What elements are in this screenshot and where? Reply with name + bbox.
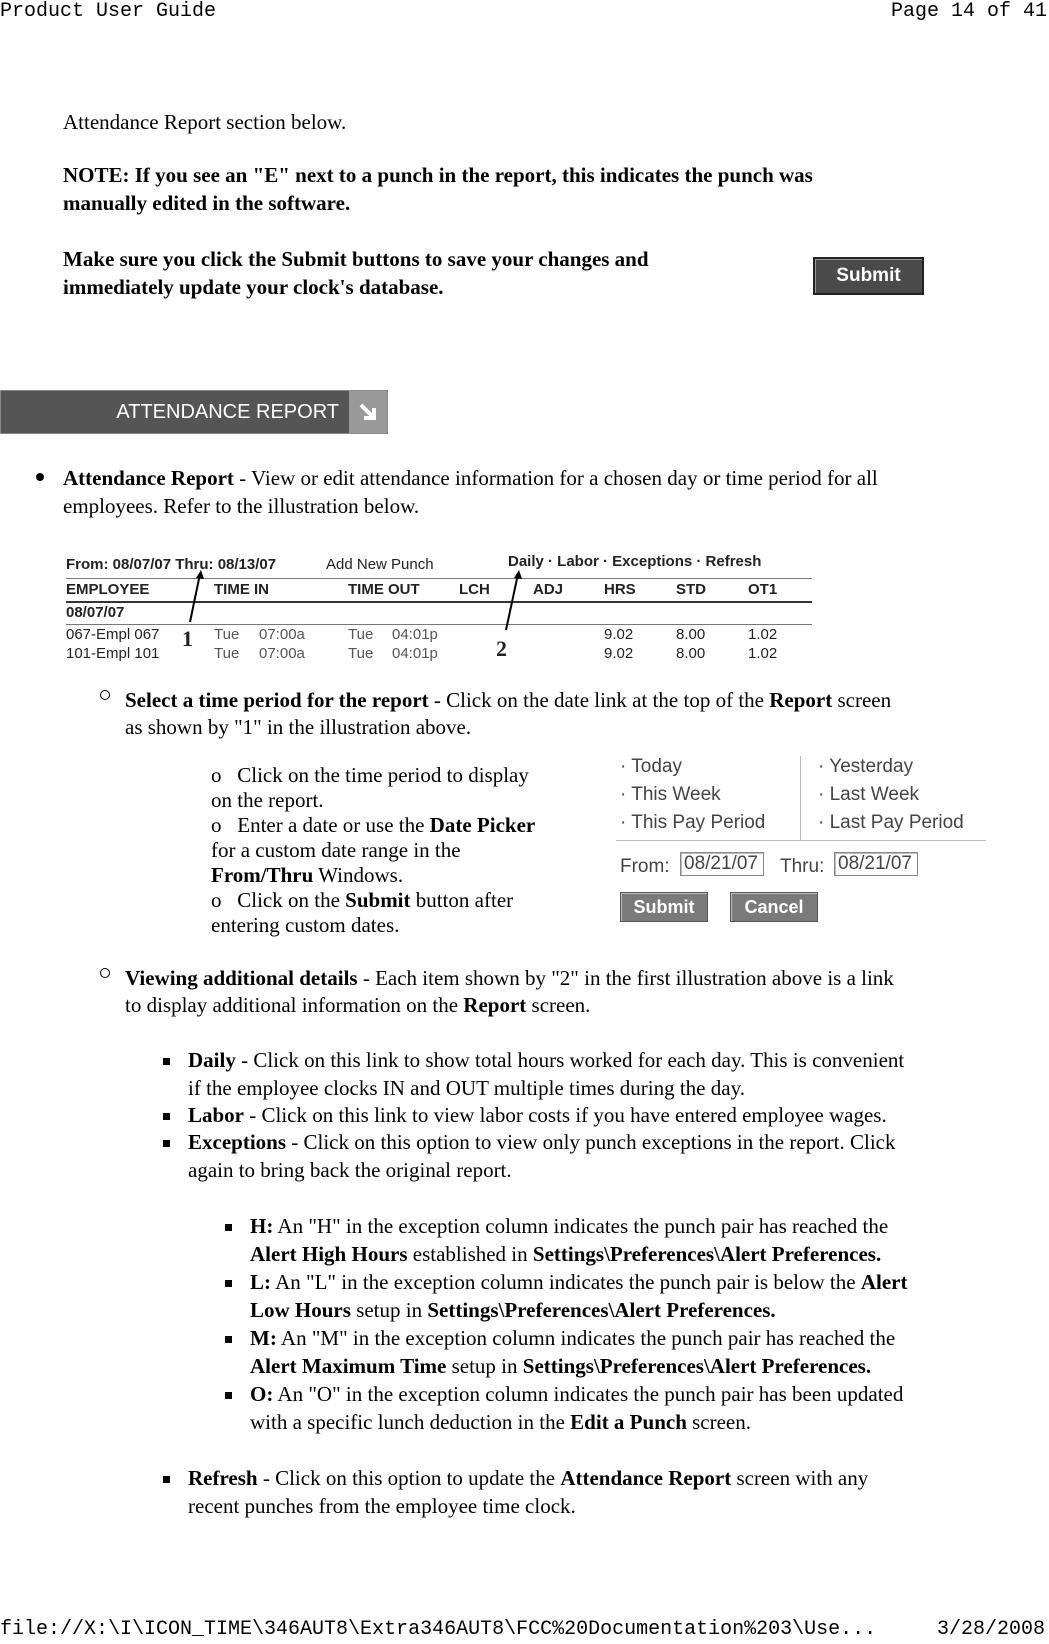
square-bullet-icon	[225, 1224, 232, 1231]
col-lch: LCH	[459, 581, 490, 598]
code-l-line-2: Low Hours setup in Settings\Preferences\Alert Preferences.	[250, 1298, 776, 1322]
submit-button-sample: Submit	[813, 257, 924, 295]
table-row: 067-Empl 067 Tue 07:00a Tue 04:01p 9.02 8.00 1.02	[66, 626, 778, 643]
thru-date-field: 08/21/07	[834, 852, 918, 876]
table-row: 101-Empl 101 Tue 07:00a Tue 04:01p 9.02 8.00 1.02	[66, 645, 778, 662]
square-bullet-icon	[163, 1476, 170, 1483]
period-yesterday: · Yesterday	[818, 756, 914, 777]
refresh-line-2: recent punches from the employee time clock.	[188, 1494, 576, 1518]
doc-title: Product User Guide	[0, 0, 217, 23]
period-today: · Today	[620, 756, 682, 777]
add-new-punch-link: Add New Punch	[326, 556, 434, 573]
footer-path: file://X:\I\ICON_TIME\346AUT8\Extra346AUT8\FCC%20Documentation%203\Use...	[0, 1618, 877, 1641]
period-this-pay-period: · This Pay Period	[620, 812, 766, 833]
code-o-line-1: O: An "O" in the exception column indicates the punch pair has been updated	[250, 1382, 904, 1406]
intro-line: Attendance Report section below.	[63, 110, 347, 134]
col-employee: EMPLOYEE	[66, 581, 150, 598]
arrow-down-right-icon	[349, 391, 387, 433]
circle-bullet-icon	[100, 968, 110, 978]
bullet-icon	[36, 473, 44, 481]
period-this-week: · This Week	[620, 784, 721, 805]
exceptions-line-1: Exceptions - Click on this option to view only punch exceptions in the report. Click	[188, 1130, 896, 1154]
callout-2: 2	[496, 636, 507, 661]
report-date-row: 08/07/07	[66, 604, 125, 621]
attendance-report-desc-2: employees. Refer to the illustration below.	[63, 494, 420, 518]
attendance-report-term: Attendance Report	[63, 466, 234, 490]
period-last-week: · Last Week	[818, 784, 920, 805]
square-bullet-icon	[163, 1058, 170, 1065]
thru-label: Thru:	[780, 856, 825, 877]
code-h-line-2: Alert High Hours established in Settings\Preferences\Alert Preferences.	[250, 1242, 882, 1266]
viewing-line-1: Viewing additional details - Each item shown by "2" in the first illustration above is a link	[125, 966, 894, 990]
note-line-2: manually edited in the software.	[63, 191, 351, 215]
callout-arrows	[66, 552, 812, 664]
submit-note-1: Make sure you click the Submit buttons to save your changes and	[63, 247, 649, 271]
submit-note-2: immediately update your clock's database.	[63, 275, 444, 299]
date-picker-cancel: Cancel	[730, 892, 818, 922]
labor-line: Labor - Click on this link to view labor costs if you have entered employee wages.	[188, 1103, 887, 1127]
daily-line-2: if the employee clocks IN and OUT multiple times during the day.	[188, 1076, 745, 1100]
daily-line-1: Daily - Click on this link to show total hours worked for each day. This is convenient	[188, 1048, 905, 1072]
square-bullet-icon	[163, 1140, 170, 1147]
callout-1: 1	[182, 626, 193, 651]
from-date-field: 08/21/07	[680, 852, 764, 876]
square-bullet-icon	[225, 1392, 232, 1399]
from-label: From:	[620, 856, 670, 877]
select-period-steps: o Click on the time period to display on the report. o Enter a date or use the Date Picker for a custom date range in the From/Thru Windows. o Click on the Submit button after entering custom dates.	[211, 763, 536, 937]
code-h-line-1: H: An "H" in the exception column indicates the punch pair has reached the	[250, 1214, 889, 1238]
col-time-in: TIME IN	[214, 581, 269, 598]
refresh-line-1: Refresh - Click on this option to update the Attendance Report screen with any	[188, 1466, 869, 1490]
code-m-line-1: M: An "M" in the exception column indicates the punch pair has reached the	[250, 1326, 896, 1350]
square-bullet-icon	[225, 1336, 232, 1343]
note-line-1: NOTE: If you see an "E" next to a punch in the report, this indicates the punch was	[63, 163, 813, 187]
attendance-report-banner	[0, 390, 388, 434]
circle-bullet-icon	[100, 690, 110, 700]
date-picker-illustration	[616, 754, 986, 930]
report-view-links: Daily · Labor · Exceptions · Refresh	[508, 553, 762, 570]
exceptions-line-2: again to bring back the original report.	[188, 1158, 512, 1182]
report-illustration	[66, 552, 812, 664]
square-bullet-icon	[225, 1280, 232, 1287]
code-l-line-1: L: An "L" in the exception column indicates the punch pair is below the Alert	[250, 1270, 908, 1294]
col-hrs: HRS	[604, 581, 636, 598]
col-std: STD	[676, 581, 706, 598]
footer-date: 3/28/2008	[936, 1618, 1045, 1641]
col-ot1: OT1	[748, 581, 778, 598]
page-number: Page 14 of 41	[890, 0, 1047, 23]
col-time-out: TIME OUT	[348, 581, 420, 598]
code-o-line-2: with a specific lunch deduction in the Edit a Punch screen.	[250, 1410, 752, 1434]
square-bullet-icon	[163, 1113, 170, 1120]
select-period-line-2: as shown by "1" in the illustration above.	[125, 715, 472, 739]
date-picker-submit: Submit	[620, 892, 708, 922]
code-m-line-2: Alert Maximum Time setup in Settings\Preferences\Alert Preferences.	[250, 1354, 872, 1378]
banner-label: ATTENDANCE REPORT	[116, 400, 339, 423]
attendance-report-desc-1: Attendance Report - View or edit attendance information for a chosen day or time period for all	[63, 466, 878, 490]
period-last-pay-period: · Last Pay Period	[818, 812, 964, 833]
viewing-line-2: to display additional information on the Report screen.	[125, 993, 591, 1017]
select-period-line-1: Select a time period for the report - Click on the date link at the top of the Report screen	[125, 688, 892, 712]
col-adj: ADJ	[533, 581, 564, 598]
report-date-range: From: 08/07/07 Thru: 08/13/07	[66, 556, 277, 573]
